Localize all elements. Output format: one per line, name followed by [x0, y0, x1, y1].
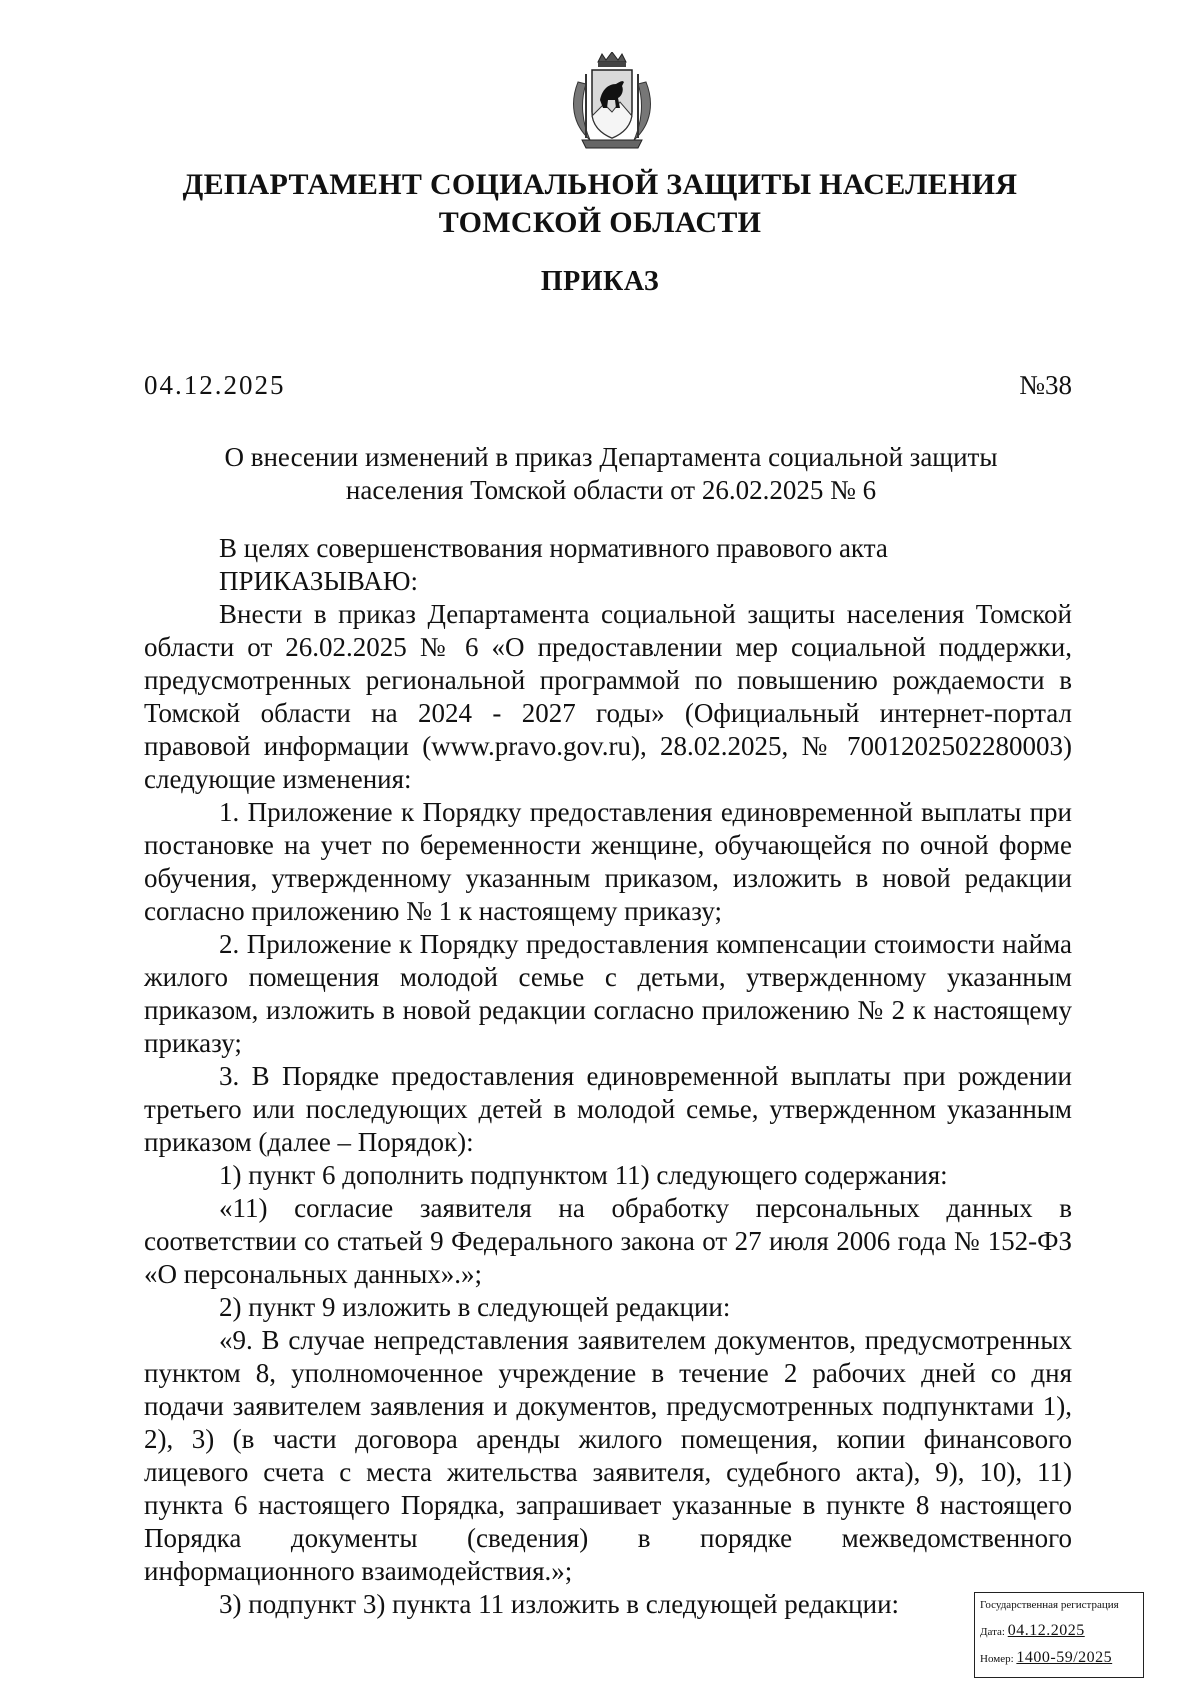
paragraph-item-1: 1. Приложение к Порядку предоставления единовременной выплаты при постановке на учет по беременности женщине, обучающейся по очной форме обучения, утвержденному указанным приказом, изложить в новой редакции согласно приложению № 1 к настоящему приказу; [144, 797, 1072, 926]
document-subject-line-1: О внесении изменений в приказ Департамента социальной защиты [224, 442, 998, 472]
paragraph-item-3: 3. В Порядке предоставления единовременной выплаты при рождении третьего или последующих детей в молодой семье, утвержденном указанным приказом (далее – Порядок): [144, 1061, 1072, 1157]
paragraph-clause-9-text: «9. В случае непредставления заявителем документов, предусмотренных пунктом 8, уполномоченное учреждение в течение 2 рабочих дней со дня подачи заявителем заявления и документов, предусмотренных подпунктами 1), 2), 3) (в части договора аренды жилого помещения, копии финансового лицевого счета с места жительства заявителя, судебного акта), 9), 10), 11) пункта 6 настоящего Порядка, запрашивает указанные в пункте 8 настоящего Порядка документы (сведения) в порядке межведомственного информационного взаимодействия.»; [144, 1325, 1072, 1586]
coat-of-arms-icon [568, 52, 656, 150]
stamp-date-value: 04.12.2025 [1007, 1622, 1085, 1639]
registration-stamp [974, 1592, 1144, 1678]
department-name-line-2: ТОМСКОЙ ОБЛАСТИ [438, 206, 762, 239]
document-type-title: ПРИКАЗ [540, 266, 660, 297]
document-body [144, 532, 1072, 1621]
paragraph-subitem-11-text: «11) согласие заявителя на обработку персональных данных в соответствии со статьей 9 Федерального закона от 27 июля 2006 года № 152-ФЗ «О персональных данных».»; [144, 1193, 1072, 1289]
paragraph-amend-intro: Внести в приказ Департамента социальной защиты населения Томской области от 26.02.2025 № 6 «О предоставлении мер социальной поддержки, предусмотренных региональной программой по повышению рождаемости в Томской области на 2024 - 2027 годы» (Официальный интернет-портал правовой информации (www.pravo.gov.ru), 28.02.2025, № 7001202502280003) следующие изменения: [144, 599, 1072, 794]
paragraph-subitem-2: 2) пункт 9 изложить в следующей редакции: [219, 1292, 731, 1322]
document-number: №38 [1019, 370, 1072, 400]
paragraph-purpose: В целях совершенствования нормативного правового акта [219, 533, 888, 563]
paragraph-subitem-1: 1) пункт 6 дополнить подпунктом 11) следующего содержания: [219, 1160, 948, 1190]
stamp-date-label: Дата: [980, 1626, 1005, 1638]
stamp-title: Государственная регистрация [980, 1599, 1119, 1611]
document-date: 04.12.2025 [144, 370, 286, 400]
document-subject-line-2: населения Томской области от 26.02.2025 № 6 [345, 475, 877, 505]
stamp-number-value: 1400-59/2025 [1016, 1649, 1113, 1666]
department-name-line-1: ДЕПАРТАМЕНТ СОЦИАЛЬНОЙ ЗАЩИТЫ НАСЕЛЕНИЯ [182, 168, 1018, 201]
paragraph-order-word: ПРИКАЗЫВАЮ: [219, 566, 418, 596]
stamp-number-label: Номер: [980, 1653, 1014, 1665]
paragraph-subitem-3: 3) подпункт 3) пункта 11 изложить в следующей редакции: [219, 1589, 900, 1619]
paragraph-item-2: 2. Приложение к Порядку предоставления компенсации стоимости найма жилого помещения молодой семье с детьми, утвержденному указанным приказом, изложить в новой редакции согласно приложению № 2 к настоящему приказу; [144, 929, 1072, 1058]
